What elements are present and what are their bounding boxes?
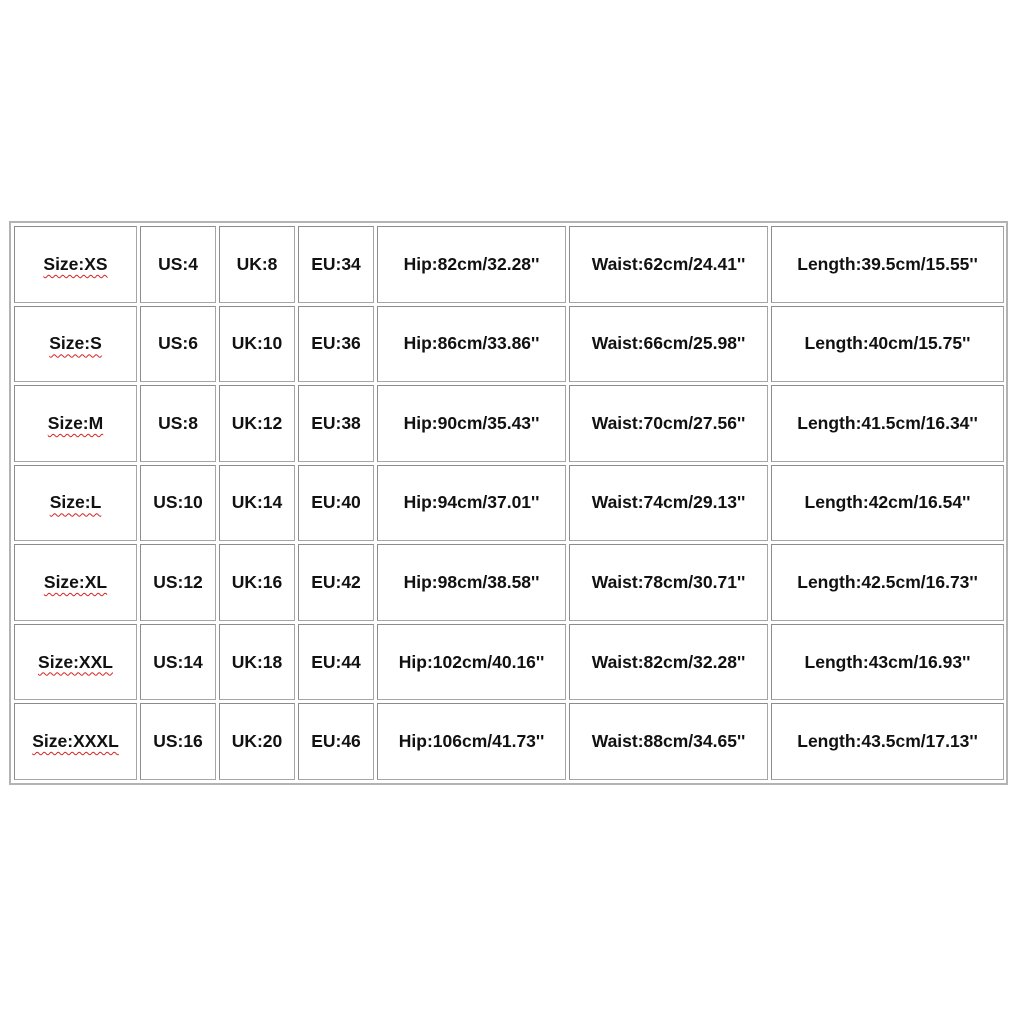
uk-size-cell: UK:8 — [219, 226, 295, 303]
hip-cell: Hip:86cm/33.86'' — [377, 306, 566, 383]
us-size-cell: US:10 — [140, 465, 216, 542]
size-cell — [14, 544, 137, 621]
length-cell: Length:43cm/16.93'' — [771, 624, 1004, 701]
uk-size-cell: UK:14 — [219, 465, 295, 542]
length-cell: Length:42cm/16.54'' — [771, 465, 1004, 542]
hip-cell: Hip:94cm/37.01'' — [377, 465, 566, 542]
size-cell — [14, 465, 137, 542]
us-size-cell: US:14 — [140, 624, 216, 701]
waist-cell: Waist:82cm/32.28'' — [569, 624, 768, 701]
us-size-cell: US:4 — [140, 226, 216, 303]
hip-cell: Hip:102cm/40.16'' — [377, 624, 566, 701]
table-row — [14, 703, 1004, 780]
size-chart-table — [11, 223, 1007, 783]
eu-size-cell: EU:46 — [298, 703, 374, 780]
size-label: Size:M — [47, 412, 104, 433]
us-size-cell: US:12 — [140, 544, 216, 621]
size-label: Size:XXXL — [32, 731, 119, 752]
table-row — [14, 385, 1004, 462]
table-row — [14, 465, 1004, 542]
hip-cell: Hip:106cm/41.73'' — [377, 703, 566, 780]
us-size-cell: US:16 — [140, 703, 216, 780]
waist-cell: Waist:66cm/25.98'' — [569, 306, 768, 383]
length-cell: Length:42.5cm/16.73'' — [771, 544, 1004, 621]
us-size-cell: US:8 — [140, 385, 216, 462]
eu-size-cell: EU:44 — [298, 624, 374, 701]
us-size-cell: US:6 — [140, 306, 216, 383]
waist-cell: Waist:74cm/29.13'' — [569, 465, 768, 542]
size-cell — [14, 226, 137, 303]
size-cell — [14, 624, 137, 701]
eu-size-cell: EU:34 — [298, 226, 374, 303]
size-cell — [14, 703, 137, 780]
hip-cell: Hip:90cm/35.43'' — [377, 385, 566, 462]
table-row — [14, 624, 1004, 701]
size-label: Size:S — [49, 333, 102, 354]
size-label: Size:L — [49, 492, 102, 513]
eu-size-cell: EU:38 — [298, 385, 374, 462]
eu-size-cell: EU:40 — [298, 465, 374, 542]
uk-size-cell: UK:16 — [219, 544, 295, 621]
table-row — [14, 226, 1004, 303]
size-label: Size:XS — [43, 253, 108, 274]
size-label: Size:XL — [43, 572, 108, 593]
table-row — [14, 544, 1004, 621]
size-label: Size:XXL — [38, 651, 113, 672]
waist-cell: Waist:78cm/30.71'' — [569, 544, 768, 621]
waist-cell: Waist:62cm/24.41'' — [569, 226, 768, 303]
hip-cell: Hip:98cm/38.58'' — [377, 544, 566, 621]
uk-size-cell: UK:12 — [219, 385, 295, 462]
size-cell — [14, 385, 137, 462]
uk-size-cell: UK:20 — [219, 703, 295, 780]
uk-size-cell: UK:10 — [219, 306, 295, 383]
hip-cell: Hip:82cm/32.28'' — [377, 226, 566, 303]
size-cell — [14, 306, 137, 383]
length-cell: Length:40cm/15.75'' — [771, 306, 1004, 383]
eu-size-cell: EU:36 — [298, 306, 374, 383]
length-cell: Length:39.5cm/15.55'' — [771, 226, 1004, 303]
waist-cell: Waist:88cm/34.65'' — [569, 703, 768, 780]
length-cell: Length:43.5cm/17.13'' — [771, 703, 1004, 780]
eu-size-cell: EU:42 — [298, 544, 374, 621]
size-chart — [9, 221, 1008, 785]
waist-cell: Waist:70cm/27.56'' — [569, 385, 768, 462]
table-row — [14, 306, 1004, 383]
length-cell: Length:41.5cm/16.34'' — [771, 385, 1004, 462]
uk-size-cell: UK:18 — [219, 624, 295, 701]
